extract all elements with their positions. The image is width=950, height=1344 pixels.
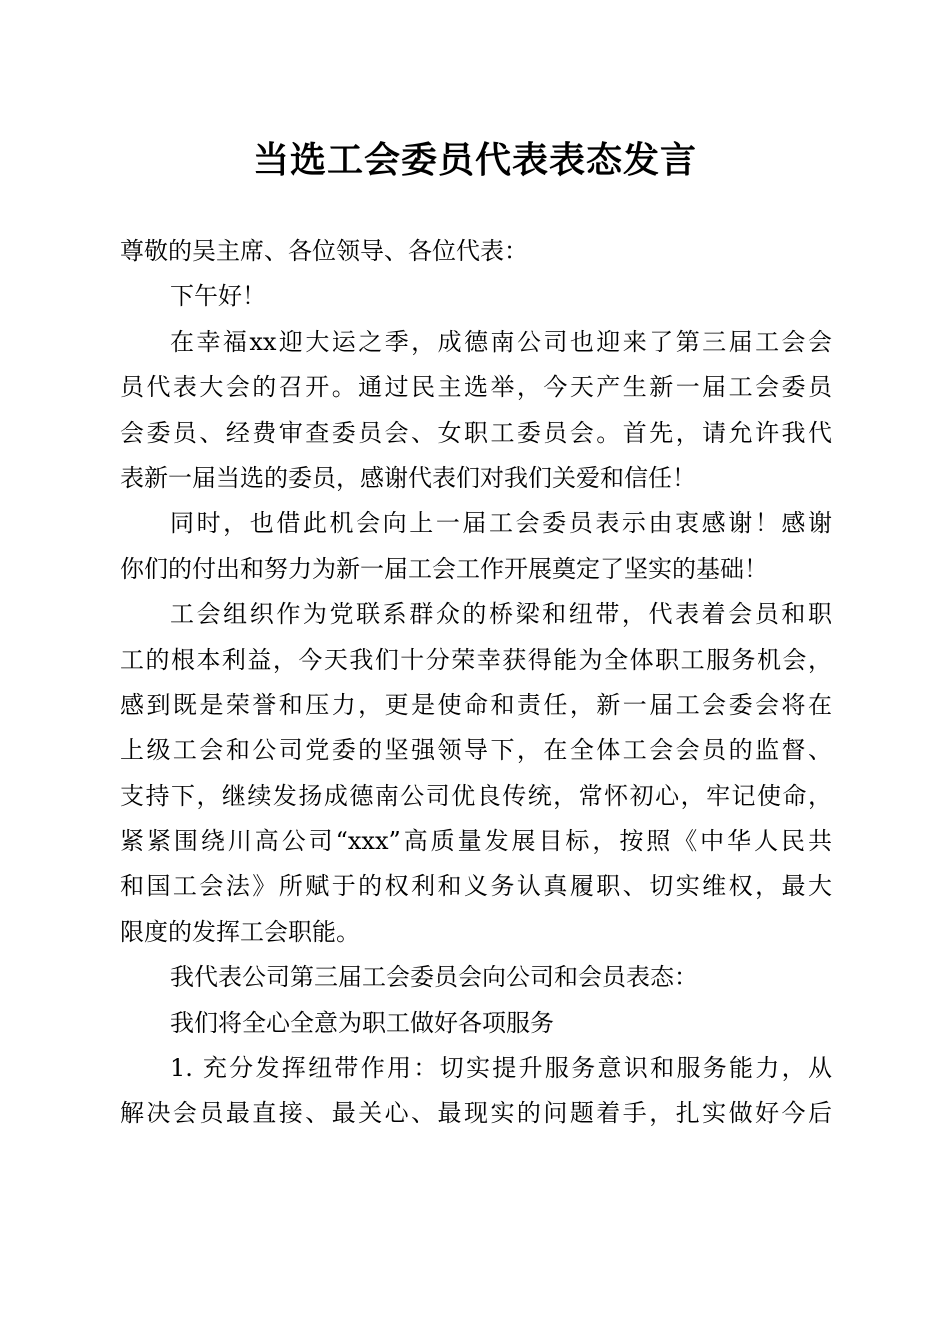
paragraph-line: 你们的付出和努力为新一届工会工作开展奠定了坚实的基础！	[120, 554, 768, 583]
paragraph-line: 工会组织作为党联系群众的桥梁和纽带，代表着会员和职	[170, 600, 832, 629]
list-item-line: 1. 充分发挥纽带作用：切实提升服务意识和服务能力，从	[170, 1054, 832, 1083]
paragraph-line: 我代表公司第三届工会委员会向公司和会员表态：	[170, 963, 698, 992]
document-title: 当选工会委员代表表态发言	[252, 139, 697, 181]
greeting-line: 下午好！	[170, 282, 266, 311]
paragraph-line: 我们将全心全意为职工做好各项服务	[170, 1008, 554, 1037]
paragraph-line: 同时，也借此机会向上一届工会委员表示由衷感谢！感谢	[170, 509, 832, 538]
paragraph-line: 上级工会和公司党委的坚强领导下，在全体工会会员的监督、	[120, 736, 832, 765]
paragraph-line: 感到既是荣誉和压力，更是使命和责任，新一届工会委会将在	[120, 690, 832, 719]
paragraph-line: 会委员、经费审查委员会、女职工委员会。首先，请允许我代	[120, 418, 832, 447]
paragraph-line: 和国工会法》所赋于的权利和义务认真履职、切实维权，最大	[120, 872, 832, 901]
salutation-line: 尊敬的吴主席、各位领导、各位代表：	[120, 237, 528, 265]
paragraph-line: 表新一届当选的委员，感谢代表们对我们关爱和信任！	[120, 463, 696, 492]
document-body	[120, 229, 832, 1137]
paragraph-line: 在幸福xx迎大运之季，成德南公司也迎来了第三届工会会	[170, 327, 832, 356]
paragraph-line: 紧紧围绕川高公司“xxx”高质量发展目标，按照《中华人民共	[120, 827, 832, 856]
paragraph-line: 支持下，继续发扬成德南公司优良传统，常怀初心，牢记使命，	[120, 781, 832, 810]
list-item-line: 解决会员最直接、最关心、最现实的问题着手，扎实做好今后	[120, 1099, 832, 1128]
paragraph-line: 员代表大会的召开。通过民主选举，今天产生新一届工会委员	[120, 373, 832, 402]
paragraph-line: 工的根本利益，今天我们十分荣幸获得能为全体职工服务机会，	[120, 645, 832, 674]
paragraph-line: 限度的发挥工会职能。	[120, 917, 360, 946]
